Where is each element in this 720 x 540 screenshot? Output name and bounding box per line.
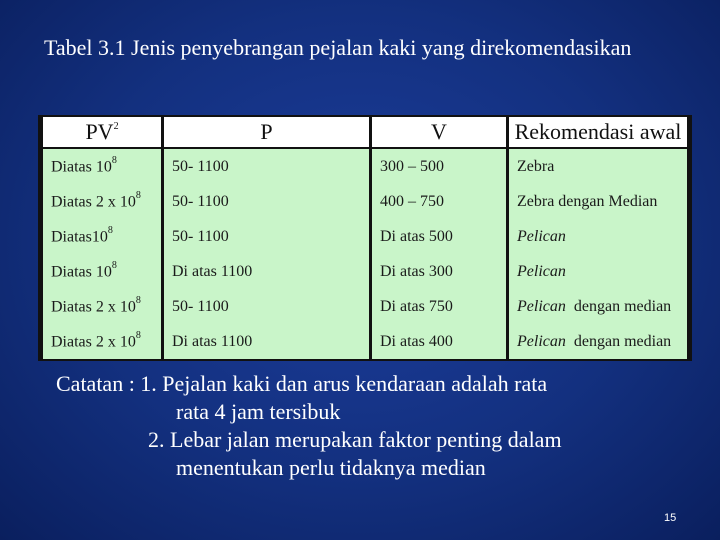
cell-p: 50- 1100 bbox=[164, 149, 369, 184]
cell-v: Di atas 300 bbox=[372, 254, 506, 289]
cell-rekomendasi: Pelican dengan median bbox=[509, 289, 687, 324]
cell-pv: Diatas 2 x $10^8$ bbox=[43, 184, 161, 219]
cell-p: 50- 1100 bbox=[164, 184, 369, 219]
page-number: 15 bbox=[664, 512, 677, 524]
cell-pv: Diatas 2 x $10^8$ bbox=[43, 289, 161, 324]
cell-v: 400 – 750 bbox=[372, 184, 506, 219]
cell-pv: $Diatas10^8$ bbox=[43, 219, 161, 254]
cell-pv: Diatas 2 x $10^8$ bbox=[43, 324, 161, 359]
table-row bbox=[43, 149, 687, 184]
header-v: V bbox=[372, 117, 506, 149]
note-line-2: rata 4 jam tersibuk bbox=[176, 399, 341, 424]
table-header-row bbox=[43, 117, 687, 149]
header-p: P bbox=[164, 117, 369, 149]
note-line-4: menentukan perlu tidaknya median bbox=[176, 455, 486, 480]
cell-rekomendasi: Pelican dengan median bbox=[509, 324, 687, 359]
cell-p: Di atas 1100 bbox=[164, 324, 369, 359]
cell-v: 300 – 500 bbox=[372, 149, 506, 184]
cell-v: Di atas 750 bbox=[372, 289, 506, 324]
table-row bbox=[43, 184, 687, 219]
cell-rekomendasi: Pelican bbox=[509, 219, 687, 254]
cell-pv: Diatas $10^8$ bbox=[43, 254, 161, 289]
recommendation-table bbox=[40, 117, 690, 359]
cell-rekomendasi: Zebra bbox=[509, 149, 687, 184]
cell-v: Di atas 500 bbox=[372, 219, 506, 254]
table-row bbox=[43, 219, 687, 254]
cell-v: Di atas 400 bbox=[372, 324, 506, 359]
header-rekomendasi: Rekomendasi awal bbox=[509, 117, 687, 149]
note-line-3: 2. Lebar jalan merupakan faktor penting dalam bbox=[148, 427, 562, 452]
table-row bbox=[43, 289, 687, 324]
cell-p: 50- 1100 bbox=[164, 289, 369, 324]
slide-title: Tabel 3.1 Jenis penyebrangan pejalan kaki yang direkomendasikan bbox=[44, 35, 632, 60]
recommendation-table-container bbox=[38, 115, 692, 361]
cell-pv: Diatas $10^8$ bbox=[43, 149, 161, 184]
cell-p: 50- 1100 bbox=[164, 219, 369, 254]
note-line-1: Catatan : 1. Pejalan kaki dan arus kendaraan adalah rata bbox=[56, 371, 548, 396]
table-row bbox=[43, 254, 687, 289]
table-row bbox=[43, 324, 687, 359]
cell-p: Di atas 1100 bbox=[164, 254, 369, 289]
header-pv: $PV^2$ bbox=[43, 117, 161, 149]
cell-rekomendasi: Pelican bbox=[509, 254, 687, 289]
notes-block bbox=[56, 370, 696, 482]
cell-rekomendasi: Zebra dengan Median bbox=[509, 184, 687, 219]
